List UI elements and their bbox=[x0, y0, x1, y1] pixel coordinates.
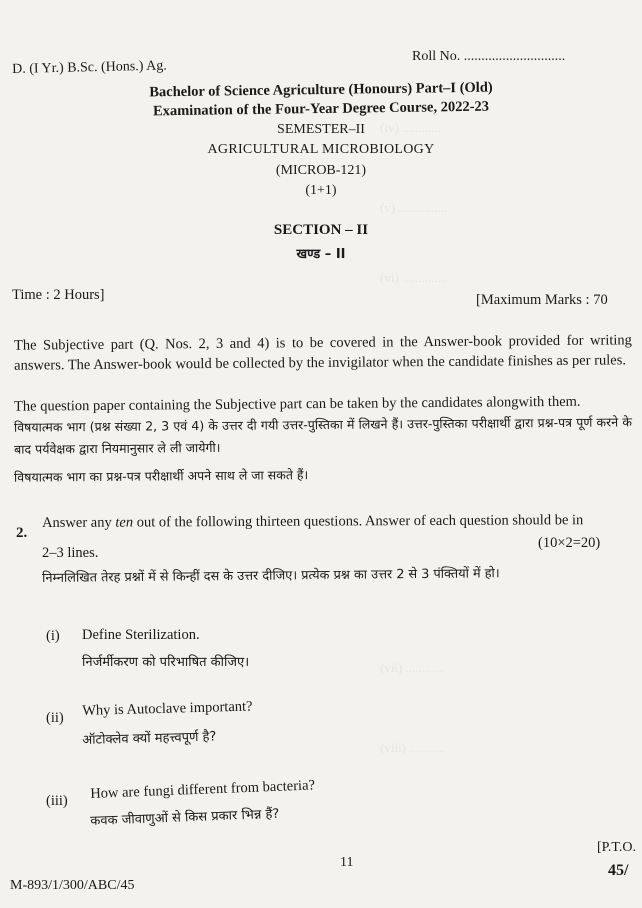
subquestion-hindi: ऑटोक्लेव क्यों महत्त्वपूर्ण है? bbox=[82, 729, 217, 748]
instruction-english-1: The Subjective part (Q. Nos. 2, 3 and 4) is to be covered in the Answer-book provided for writing answers. The Answer-book would be collected by the invigilator when the candidate finishes as per rules. bbox=[13, 332, 632, 374]
question-instruction bbox=[42, 512, 583, 532]
subquestion-hindi: कवक जीवाणुओं से किस प्रकार भिन्न हैं? bbox=[90, 806, 280, 829]
course-code: D. (I Yr.) B.Sc. (Hons.) Ag. bbox=[12, 58, 167, 77]
question-instruction-cont: 2–3 lines. bbox=[42, 545, 99, 561]
question-marks: (10×2=20) bbox=[538, 535, 601, 551]
subquestion-english: Why is Autoclave important? bbox=[82, 698, 253, 719]
subquestion-number: (ii) bbox=[46, 710, 64, 726]
exam-title-line1: Bachelor of Science Agriculture (Honours) Part–I (Old) bbox=[149, 79, 493, 101]
question-number: 2. bbox=[16, 525, 28, 541]
subject-title: AGRICULTURAL MICROBIOLOGY bbox=[207, 142, 435, 157]
paper-code: (MICROB-121) bbox=[275, 163, 367, 178]
instruction-hindi-2: विषयात्मक भाग का प्रश्न-पत्र परीक्षार्थी अपने साथ ले जा सकते हैं। bbox=[13, 467, 309, 485]
roll-number-field: Roll No. ............................. bbox=[412, 49, 566, 64]
paper-footer-code: M-893/1/300/ABC/45 bbox=[10, 878, 135, 893]
semester: SEMESTER–II bbox=[277, 122, 365, 137]
subquestion-hindi: निर्जर्मीकरण को परिभाषित कीजिए। bbox=[82, 655, 250, 670]
subquestion-english: How are fungi different from bacteria? bbox=[90, 777, 316, 802]
footer-right-code: 45/ bbox=[608, 862, 629, 879]
page-number: 11 bbox=[340, 855, 354, 870]
time-allowed: Time : 2 Hours] bbox=[12, 287, 105, 303]
subquestion-english: Define Sterilization. bbox=[82, 627, 200, 643]
subquestion-number: (i) bbox=[46, 628, 60, 644]
question-text-b: out of the following thirteen questions. Answer of each question should be in bbox=[133, 512, 584, 531]
question-text-a: Answer any bbox=[42, 514, 116, 531]
question-instruction-hindi: निम्नलिखित तेरह प्रश्नों में से किन्हीं दस के उत्तर दीजिए। प्रत्येक प्रश्न का उत्तर 2 से 3 पंक्तियों में हो। bbox=[42, 566, 500, 586]
section-heading: SECTION – II bbox=[273, 222, 369, 238]
please-turn-over: [P.T.O. bbox=[597, 840, 637, 855]
maximum-marks: [Maximum Marks : 70 bbox=[476, 292, 608, 308]
credit-structure: (1+1) bbox=[305, 183, 337, 198]
question-text-emphasis: ten bbox=[115, 514, 134, 531]
instruction-hindi-1: विषयात्मक भाग (प्रश्न संख्या 2, 3 एवं 4) के उत्तर दी गयी उत्तर-पुस्तिका में लिखने हैं। उत्तर-पुस्तिका परीक्षार्थी द्वारा प्रश्न-पत्र पूर्ण करने के बाद पर्यवेक्षक द्वारा नियमानुसार ले ली जायेगी। bbox=[13, 414, 632, 457]
exam-title-line2: Examination of the Four-Year Degree Course, 2022-23 bbox=[152, 98, 490, 120]
section-heading-hindi: खण्ड – II bbox=[296, 247, 346, 262]
instruction-english-2: The question paper containing the Subjective part can be taken by the candidates alongwith them. bbox=[13, 393, 581, 415]
subquestion-number: (iii) bbox=[46, 793, 68, 809]
